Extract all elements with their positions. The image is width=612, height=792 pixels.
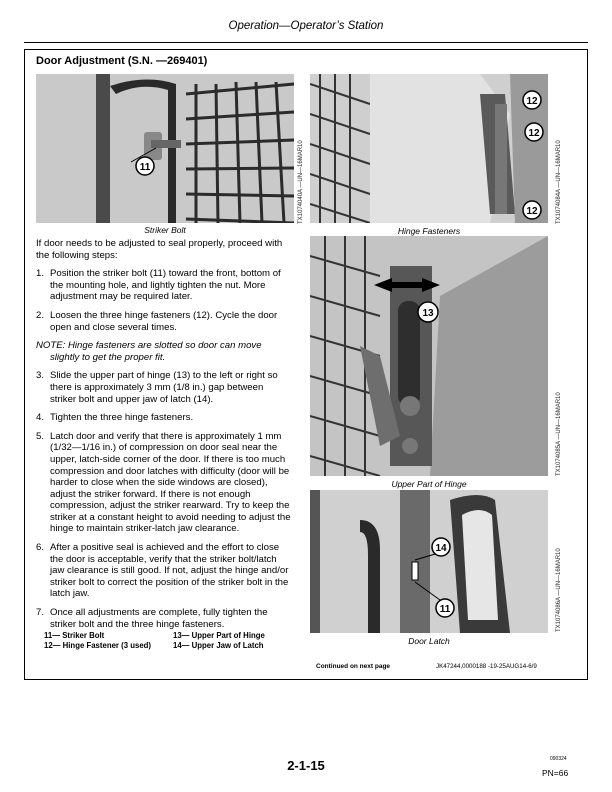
double-arrow-icon	[374, 278, 440, 292]
hinge-fasteners-figure	[310, 74, 548, 223]
svg-text:11: 11	[139, 162, 151, 173]
pn-number: PN=66	[542, 768, 569, 778]
note: NOTE: Hinge fasteners are slotted so door can move slightly to get the proper fit.	[36, 340, 262, 363]
list-item: 7. Once all adjustments are complete, fully tighten the striker bolt and the three hinge fasteners.	[36, 607, 268, 630]
page-number: 2-1-15	[287, 758, 325, 773]
svg-text:14: 14	[435, 543, 447, 554]
intro-text: If door needs to be adjusted to seal properly, proceed with the following steps:	[36, 238, 283, 261]
striker-bolt-caption: Striker Bolt	[144, 225, 186, 235]
callout-12b	[525, 123, 543, 141]
legend-item: 13— Upper Part of Hinge	[173, 631, 265, 640]
list-item: 4. Tighten the three hinge fasteners.	[36, 412, 194, 424]
callout-12a	[523, 91, 541, 109]
svg-text:13: 13	[422, 308, 434, 319]
svg-text:12: 12	[526, 206, 538, 217]
door-latch-caption: Door Latch	[408, 636, 450, 646]
running-header: Operation—Operator’s Station	[228, 20, 384, 32]
callout-11	[136, 157, 154, 175]
svg-text:11: 11	[439, 604, 451, 615]
upper-hinge-figure	[310, 236, 548, 476]
list-item: 6. After a positive seal is achieved and the effort to close the door is acceptable, verify that the striker bolt/latch jaw clearance is still good. If not, adjust the hinge and/or striker bolt to correct the position of the striker bolt in the latch jaw.	[36, 542, 289, 600]
upper-hinge-code: TX1074085A —UN—16MAR10	[556, 392, 562, 476]
legend-item: 12— Hinge Fastener (3 used)	[44, 641, 152, 650]
upper-hinge-caption: Upper Part of Hinge	[391, 479, 467, 489]
continued-note: Continued on next page	[316, 663, 391, 670]
legend-item: 11— Striker Bolt	[44, 631, 105, 640]
instructions-body	[36, 238, 292, 637]
callout-11-latch	[436, 599, 454, 617]
document-reference: JK47244,0000188 -19-25AUG14-6/9	[436, 663, 537, 670]
striker-bolt-figure	[36, 74, 294, 223]
list-item: 3. Slide the upper part of hinge (13) to the left or right so there is approximately 3 mm (1/8 in.) gap between striker bolt and upper jaw of latch (14).	[36, 370, 278, 405]
callout-12c	[523, 201, 541, 219]
list-item: 2. Loosen the three hinge fasteners (12). Cycle the door open and close several times.	[36, 309, 278, 333]
legend-item: 14— Upper Jaw of Latch	[173, 641, 264, 650]
svg-text:12: 12	[526, 96, 538, 107]
door-latch-code: TX1074086A —UN—16MAR10	[556, 548, 562, 632]
hinge-fasteners-code: TX1074084A —UN—16MAR10	[556, 140, 562, 224]
date-code: 090324	[550, 756, 567, 762]
list-item: 5. Latch door and verify that there is approximately 1 mm (1/32—1/16 in.) of compression on door seal near the upper, latch-side corner of the door. If there is too much compression and door latches with difficulty (door will be harder to close when the side windows are closed), adjust the striker forward. If there is not enough compression, adjust the striker rearward. Try to keep the striker at a constant height to avoid needing to adjust the hinge to maintain striker-latch jaw clearance.	[36, 430, 291, 535]
svg-text:12: 12	[528, 128, 540, 139]
callout-14	[432, 538, 450, 556]
striker-bolt-code: TX1074040A —UN—16MAR10	[298, 140, 304, 224]
callout-13	[418, 302, 438, 322]
hinge-fasteners-caption: Hinge Fasteners	[397, 226, 461, 236]
door-latch-figure	[310, 490, 548, 633]
header-rule	[24, 42, 588, 43]
list-item: 1. Position the striker bolt (11) toward the front, bottom of the mounting hole, and lightly tighten the nut. More adjustment may be required later.	[36, 268, 281, 303]
section-title: Door Adjustment (S.N. —269401)	[36, 55, 208, 67]
